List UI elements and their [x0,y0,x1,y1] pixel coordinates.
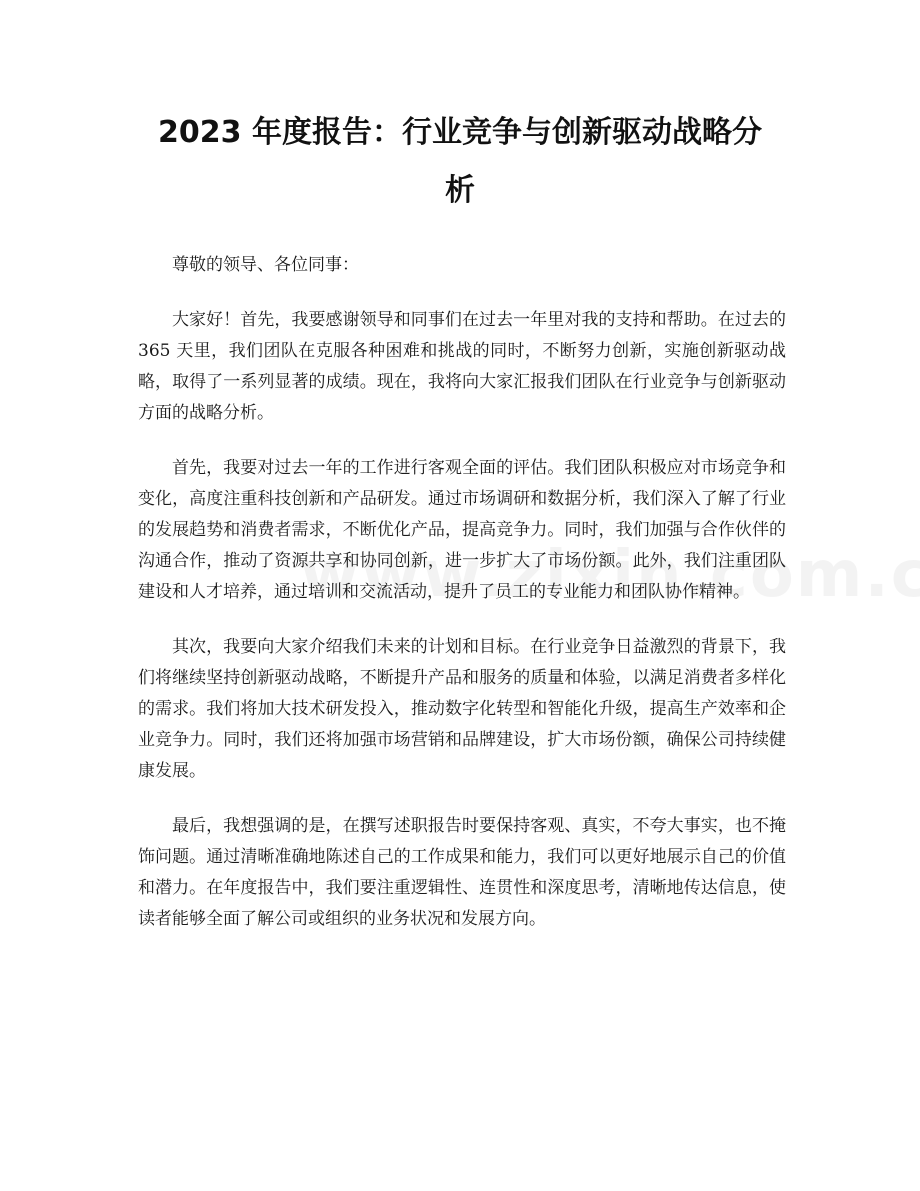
title-line-2: 析 [445,173,475,208]
paragraph-plans: 其次，我要向大家介绍我们未来的计划和目标。在行业竞争日益激烈的背景下，我们将继续坚持创新驱动战略，不断提升产品和服务的质量和体验，以满足消费者多样化的需求。我们将加大技术研发投入，推动数字化转型和智能化升级，提高生产效率和企业竞争力。同时，我们还将加强市场营销和品牌建设，扩大市场份额，确保公司持续健康发展。 [138,637,786,781]
paragraph-intro: 大家好！首先，我要感谢领导和同事们在过去一年里对我的支持和帮助。在过去的 365 天里，我们团队在克服各种困难和挑战的同时，不断努力创新，实施创新驱动战略，取得了一系列显著的成绩。现在，我将向大家汇报我们团队在行业竞争与创新驱动方面的战略分析。 [138,310,786,423]
paragraph-assessment: 首先，我要对过去一年的工作进行客观全面的评估。我们团队积极应对市场竞争和变化，高度注重科技创新和产品研发。通过市场调研和数据分析，我们深入了解了行业的发展趋势和消费者需求，不断优化产品，提高竞争力。同时，我们加强与合作伙伴的沟通合作，推动了资源共享和协同创新，进一步扩大了市场份额。此外，我们注重团队建设和人才培养，通过培训和交流活动，提升了员工的专业能力和团队协作精神。 [138,458,786,602]
paragraph-conclusion: 最后，我想强调的是，在撰写述职报告时要保持客观、真实，不夸大事实，也不掩饰问题。通过清晰准确地陈述自己的工作成果和能力，我们可以更好地展示自己的价值和潜力。在年度报告中，我们要注重逻辑性、连贯性和深度思考，清晰地传达信息，使读者能够全面了解公司或组织的业务状况和发展方向。 [138,816,786,929]
salutation: 尊敬的领导、各位同事： [172,255,359,275]
document-body [138,250,786,959]
document-title [110,104,810,220]
title-line-1: 2023 年度报告：行业竞争与创新驱动战略分 [158,115,762,150]
